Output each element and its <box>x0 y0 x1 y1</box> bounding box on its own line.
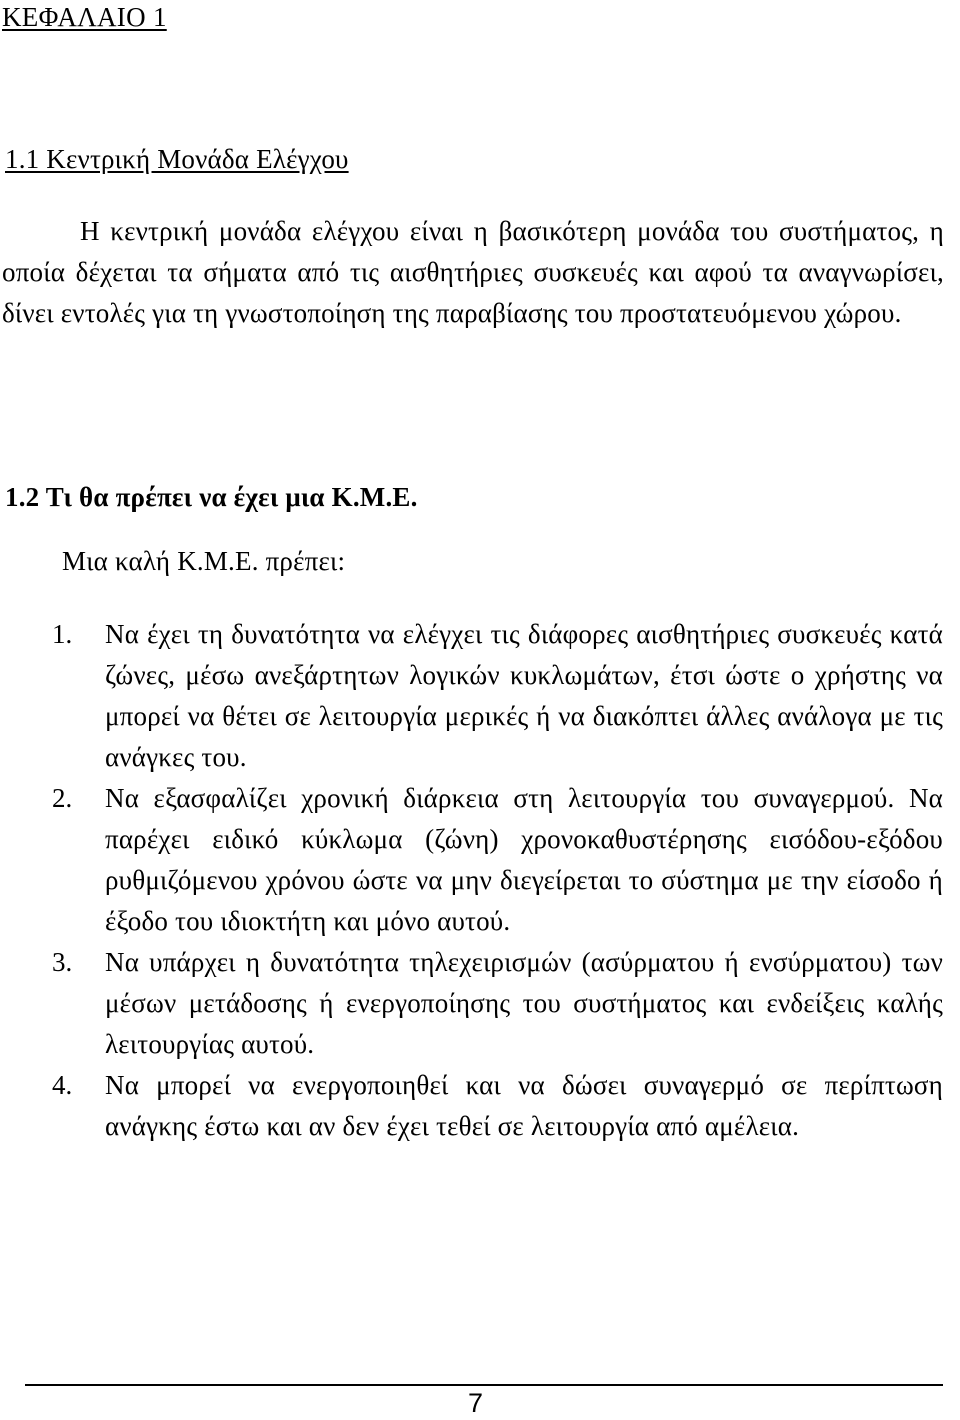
list-item-number: 1. <box>52 619 73 649</box>
list-item-number: 3. <box>52 947 73 977</box>
page-number: 7 <box>468 1388 484 1418</box>
list-item-number: 4. <box>52 1070 73 1100</box>
list-item-text: Να έχει τη δυνατότητα να ελέγχει τις διάφορες αισθητήριες συσκευές κατά ζώνες, μέσω ανεξάρτητων λογικών κυκλωμάτων, έτσι ώστε ο χρήστης να μπορεί να θέτει σε λειτουργία μερικές ή να διακόπτει άλλες ανάλογα με τις ανάγκες του. <box>105 619 943 772</box>
chapter-heading: ΚΕΦΑΛΑΙΟ 1 <box>2 2 167 32</box>
list-item <box>0 778 960 942</box>
list-item-text: Να μπορεί να ενεργοποιηθεί και να δώσει συναγερμό σε περίπτωση ανάγκης έστω και αν δεν έχει τεθεί σε λειτουργία από αμέλεια. <box>105 1070 943 1141</box>
list-item-number: 2. <box>52 783 73 813</box>
list-item <box>0 614 960 778</box>
requirements-list <box>0 614 960 1147</box>
section-1-2-title: 1.2 Τι θα πρέπει να έχει μια Κ.Μ.Ε. <box>5 482 418 512</box>
list-item-text: Να εξασφαλίζει χρονική διάρκεια στη λειτουργία του συναγερμού. Να παρέχει ειδικό κύκλωμα (ζώνη) χρονοκαθυστέρησης εισόδου-εξόδου ρυθμιζόμενου χρόνου ώστε να μην διεγείρεται το σύστημα με την είσοδο ή έξοδο του ιδιοκτήτη και μόνο αυτού. <box>105 783 943 936</box>
list-item-text: Να υπάρχει η δυνατότητα τηλεχειρισμών (ασύρματου ή ενσύρματου) των μέσων μετάδοσης ή ενεργοποίησης του συστήματος και ενδείξεις καλής λειτουργίας αυτού. <box>105 947 943 1059</box>
section-1-2-intro: Μια καλή Κ.Μ.Ε. πρέπει: <box>62 546 346 576</box>
list-item <box>0 942 960 1065</box>
section-1-1-paragraph: Η κεντρική μονάδα ελέγχου είναι η βασικότερη μονάδα του συστήματος, η οποία δέχεται τα σήματα από τις αισθητήριες συσκευές και αφού τα αναγνωρίσει, δίνει εντολές για τη γνωστοποίηση της παραβίασης του προστατευόμενου χώρου. <box>2 216 944 328</box>
list-item <box>0 1065 960 1147</box>
section-1-1-title: 1.1 Κεντρική Μονάδα Ελέγχου <box>5 144 349 174</box>
footer-divider <box>25 1384 943 1386</box>
